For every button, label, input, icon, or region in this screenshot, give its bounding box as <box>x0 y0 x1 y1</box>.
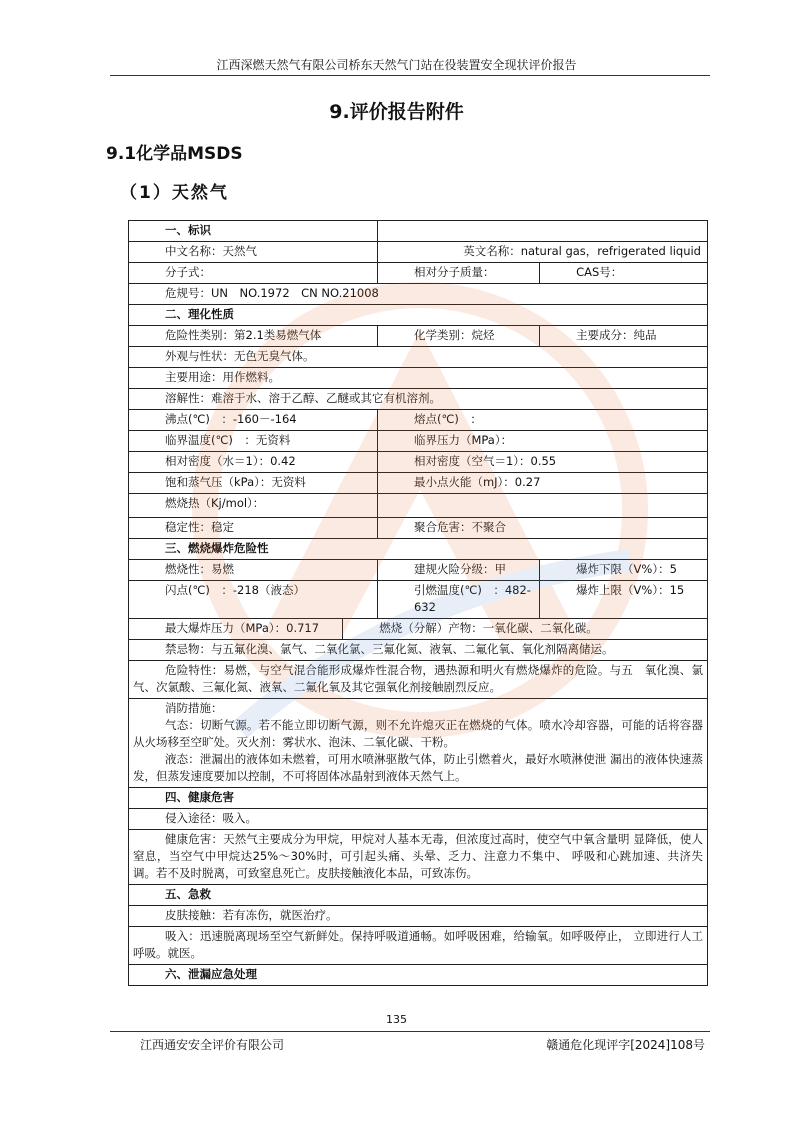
vapor-pressure: 饱和蒸气压（kPa）：无资料 <box>129 473 378 494</box>
flash-point: 闪点(℃) ：-218（液态） <box>129 581 378 619</box>
skin-contact: 皮肤接触：若有冻伤，就医治疗。 <box>129 906 708 927</box>
main-component: 主要成分：纯品 <box>540 326 708 347</box>
sub-heading: （1）天然气 <box>120 183 229 203</box>
flammability: 燃烧性：易燃 <box>129 560 378 581</box>
molecular-weight: 相对分子质量： <box>377 263 539 284</box>
polymerization-hazard: 聚合危害：不聚合 <box>377 518 707 539</box>
section-title-properties: 二、理化性质 <box>129 305 708 326</box>
hazard-class: 危险性类别：第2.1类易燃气体 <box>129 326 378 347</box>
section-heading: 9.1化学品MSDS <box>106 144 243 164</box>
section-title-first-aid: 五、急救 <box>129 885 708 906</box>
health-hazard: 健康危害：天然气主要成分为甲烷，甲烷对人基本无毒，但浓度过高时，使空气中氧含量明 显降低，使人窒息，当空气中甲烷达25%～30%时，可引起头痛、头晕、乏力、注意力不集中、 呼吸和心跳加速、共济失调。若不及时脱离，可致窒息死亡。皮肤接触液化本品，可致冻伤。 <box>129 830 708 885</box>
appearance: 外观与性状：无色无臭气体。 <box>129 347 708 368</box>
hazard-characteristics: 危险特性：易燃，与空气混合能形成爆炸性混合物，遇热源和明火有燃烧爆炸的危险。与五 氧化溴、氯气、次氯酸、三氟化氮、液氧、二氟化氧及其它强氧化剂接触剧烈反应。 <box>129 661 708 699</box>
section-title-health: 四、健康危害 <box>129 788 708 809</box>
inhalation: 吸入：迅速脱离现场至空气新鲜处。保持呼吸道通畅。如呼吸困难，给输氧。如呼吸停止， 立即进行人工呼吸。就医。 <box>129 927 708 965</box>
main-usage: 主要用途：用作燃料。 <box>129 368 708 389</box>
fire-measures-liquid: 液态：泄漏出的液体如未燃着，可用水喷淋驱散气体，防止引燃着火，最好水喷淋使泄 漏出的液体快速蒸发，但蒸发速度要加以控制，不可将固体冰晶射到液体天然气上。 <box>133 752 703 783</box>
incompatible-materials: 禁忌物：与五氟化溴、氯气、二氧化氯、三氟化氮、液氧、二氟化氧、氧化剂隔离储运。 <box>129 640 708 661</box>
fire-fighting-measures <box>129 699 708 788</box>
stability: 稳定性：稳定 <box>129 518 378 539</box>
footer-divider <box>110 1031 710 1032</box>
chemical-class: 化学类别：烷烃 <box>377 326 539 347</box>
min-ignition-energy: 最小点火能（mJ）：0.27 <box>377 473 707 494</box>
cas-number: CAS号： <box>540 263 708 284</box>
chinese-name: 中文名称：天然气 <box>129 242 378 263</box>
footer-doc-number: 赣通危化现评字[2024]108号 <box>546 1038 705 1052</box>
lower-explosion-limit: 爆炸下限（V%）：5 <box>540 560 708 581</box>
document-title: 9.评价报告附件 <box>329 101 464 123</box>
molecular-formula: 分子式： <box>129 263 378 284</box>
fire-measures-gas: 气态：切断气源。若不能立即切断气源，则不允许熄灭正在燃烧的气体。喷水冷却容器，可能的话将容器从火场移至空旷处。灭火剂：雾状水、泡沫、二氧化碳、干粉。 <box>133 718 703 749</box>
solubility: 溶解性：难溶于水、溶于乙醇、乙醚或其它有机溶剂。 <box>129 389 708 410</box>
dangerous-goods-number: 危规号：UN NO.1972 CN NO.21008 <box>129 284 708 305</box>
autoignition-temperature: 引燃温度(℃) ：482-632 <box>377 581 539 619</box>
header-divider <box>110 75 710 76</box>
empty-cell <box>377 221 707 242</box>
exposure-route: 侵入途径：吸入。 <box>129 809 708 830</box>
melting-point: 熔点(℃) ： <box>377 410 707 431</box>
empty-cell <box>377 494 707 518</box>
combustion-heat: 燃烧热（Kj/mol）： <box>129 494 378 518</box>
fire-hazard-class: 建规火险分级：甲 <box>377 560 539 581</box>
upper-explosion-limit: 爆炸上限（V%）：15 <box>540 581 708 619</box>
boiling-point: 沸点(℃) ：-160－-164 <box>129 410 378 431</box>
section-title-leak-response: 六、泄漏应急处理 <box>129 965 708 986</box>
page-header: 江西深燃天然气有限公司桥东天然气门站在役装置安全现状评价报告 <box>216 58 577 72</box>
relative-density-water: 相对密度（水＝1）：0.42 <box>129 452 378 473</box>
section-title-identification: 一、标识 <box>129 221 378 242</box>
section-title-fire-explosion: 三、燃烧爆炸危险性 <box>129 539 708 560</box>
page-number: 135 <box>386 1013 407 1026</box>
combustion-products: 燃烧（分解）产物：一氧化碳、二氧化碳。 <box>343 619 708 640</box>
footer-company: 江西通安安全评价有限公司 <box>140 1038 285 1052</box>
msds-table <box>128 220 708 986</box>
fire-measures-title: 消防措施： <box>165 701 223 715</box>
critical-pressure: 临界压力（MPa）： <box>377 431 707 452</box>
relative-density-air: 相对密度（空气＝1）：0.55 <box>377 452 707 473</box>
english-name: 英文名称：natural gas，refrigerated liquid <box>377 242 707 263</box>
critical-temperature: 临界温度(℃) ：无资料 <box>129 431 378 452</box>
max-explosion-pressure: 最大爆炸压力（MPa）：0.717 <box>129 619 343 640</box>
